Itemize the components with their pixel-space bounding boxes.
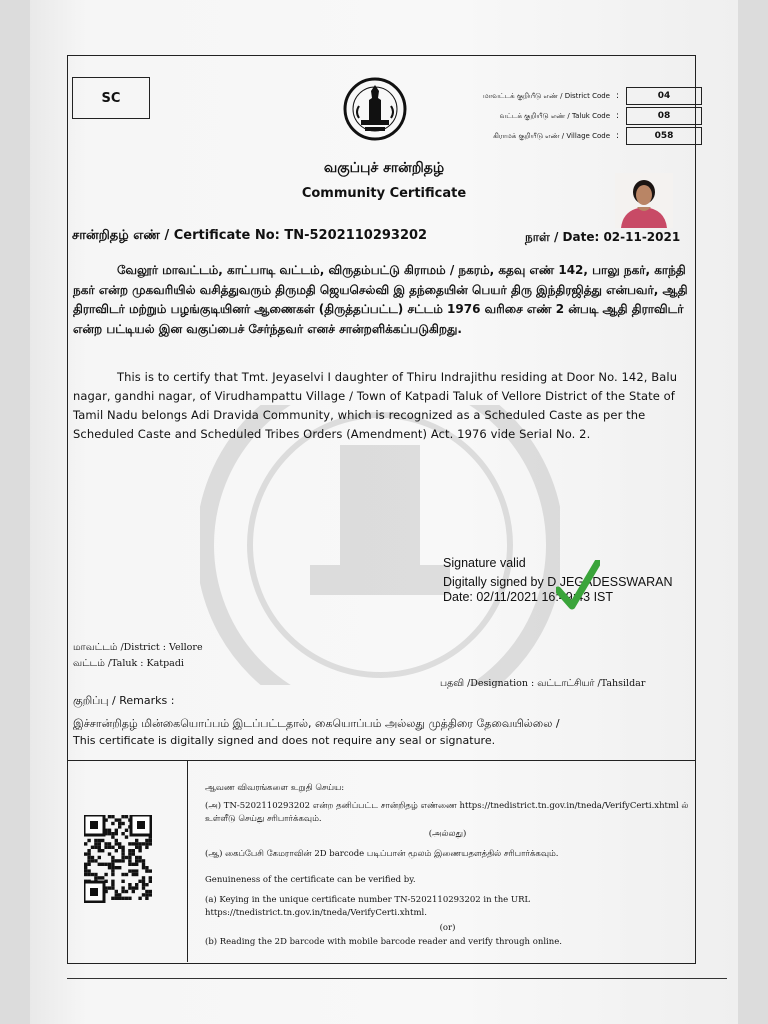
code-label: மாவட்டக் குறியீடு எண் / District Code [483,91,610,100]
code-label: வட்டக் குறியீடு எண் / Taluk Code [499,111,610,120]
certificate-date: நாள் / Date: 02-11-2021 [525,230,681,244]
taluk-field: வட்டம் /Taluk : Katpadi [73,658,184,669]
district-code-row: மாவட்டக் குறியீடு எண் / District Code : 04 [440,86,702,106]
verification-b-english: (b) Reading the 2D barcode with mobile barcode reader and verify through online. [205,937,562,947]
verification-or-tamil: (அல்லது) [428,829,467,839]
taluk-code-row: வட்டக் குறியீடு எண் / Taluk Code : 08 [440,106,702,126]
district-field: மாவட்டம் /District : Vellore [73,642,203,653]
verification-a-english: (a) Keying in the unique certificate number TN-5202110293202 in the URL https://tnedistrict.tn.gov.in/tneda/VerifyCerti.xhtml. [205,895,531,918]
village-code-value: 058 [626,127,702,145]
tamil-body: வேலூர் மாவட்டம், காட்பாடி வட்டம், விருதம்பட்டு கிராமம் / நகரம், கதவு எண் 142, பாலு நகர், காந்தி நகர் என்ற முகவரியில் வசித்துவரும் திருமதி ஜெயசெல்வி இ தந்தையின் பெயர் திரு இந்திரஜித்து என்பவர், ஆதி திராவிடர் மற்றும் பழங்குடியினர் ஆணைகள் (திருத்தப்பட்ட) சட்டம் 1976 வரிசை எண் 2 ன்படி ஆதி திராவிடர் என்ற பட்டியல் இன வகுப்பைச் சேர்ந்தவர் எனச் சான்றளிக்கப்படுகிறது. [73,263,688,336]
verification-a-tamil: (அ) TN-5202110293202 என்ற தனிப்பட்ட சான்றிதழ் எண்ணை https://tnedistrict.tn.gov.in/tneda/VerifyCerti.xhtml ல் உள்ளீடு செய்து சரிபார்க்கவும். [205,801,689,824]
certificate-text-english [73,368,698,444]
taluk-code-value: 08 [626,107,702,125]
remark-english: This certificate is digitally signed and does not require any seal or signature. [73,734,496,747]
remark-tamil: இச்சான்றிதழ் மின்கையொப்பம் இடப்பட்டதால், கையொப்பம் அல்லது முத்திரை தேவையில்லை / [73,717,560,730]
designation-field: பதவி /Designation : வட்டாட்சியர் /Tahsildar [440,678,646,689]
english-body: This is to certify that Tmt. Jeyaselvi I daughter of Thiru Indrajithu residing at Door No. 142, Balu nagar, gandhi nagar, of Virudhampattu Village / Town of Katpadi Taluk of Vellore District of the State of Tamil Nadu belongs Adi Dravida Community, which is recognized as a Scheduled Caste as per the Scheduled Caste and Scheduled Tribes Orders (Amendment) Act. 1976 vide Serial No. 2. [73,370,678,441]
qr-code [84,815,152,903]
check-icon [556,560,600,610]
verification-or-english: (or) [439,923,456,933]
code-label: கிராமக் குறியீடு எண் / Village Code [493,131,610,140]
bottom-rule [67,978,727,979]
signature-signer: Digitally signed by D JEGADESSWARAN [443,575,673,589]
remarks-label: குறிப்பு / Remarks : [73,694,175,707]
category-badge: SC [72,77,150,119]
verification-genuineness: Genuineness of the certificate can be verified by. [205,875,416,885]
certificate-text-tamil [73,261,695,339]
verification-b-tamil: (ஆ) கைப்பேசி கேமராவின் 2D barcode படிப்பான் மூலம் இணையதளத்தில் சரிபார்க்கவும். [205,849,559,859]
title-english: Community Certificate [301,186,467,201]
code-table [440,86,702,146]
holder-photo [615,173,673,228]
divider [67,760,696,761]
village-code-row: கிராமக் குறியீடு எண் / Village Code : 058 [440,126,702,146]
district-code-value: 04 [626,87,702,105]
signature-status: Signature valid [443,556,526,570]
certificate-number: சான்றிதழ் எண் / Certificate No: TN-5202110293202 [72,228,428,243]
verification-heading: ஆவண விவரங்களை உறுதி செய்ய: [205,783,345,793]
title-tamil: வகுப்புச் சான்றிதழ் [323,160,445,176]
signature-date: Date: 02/11/2021 16:49:43 IST [443,590,614,604]
divider [187,760,188,962]
tamil-nadu-emblem-icon [343,76,407,142]
